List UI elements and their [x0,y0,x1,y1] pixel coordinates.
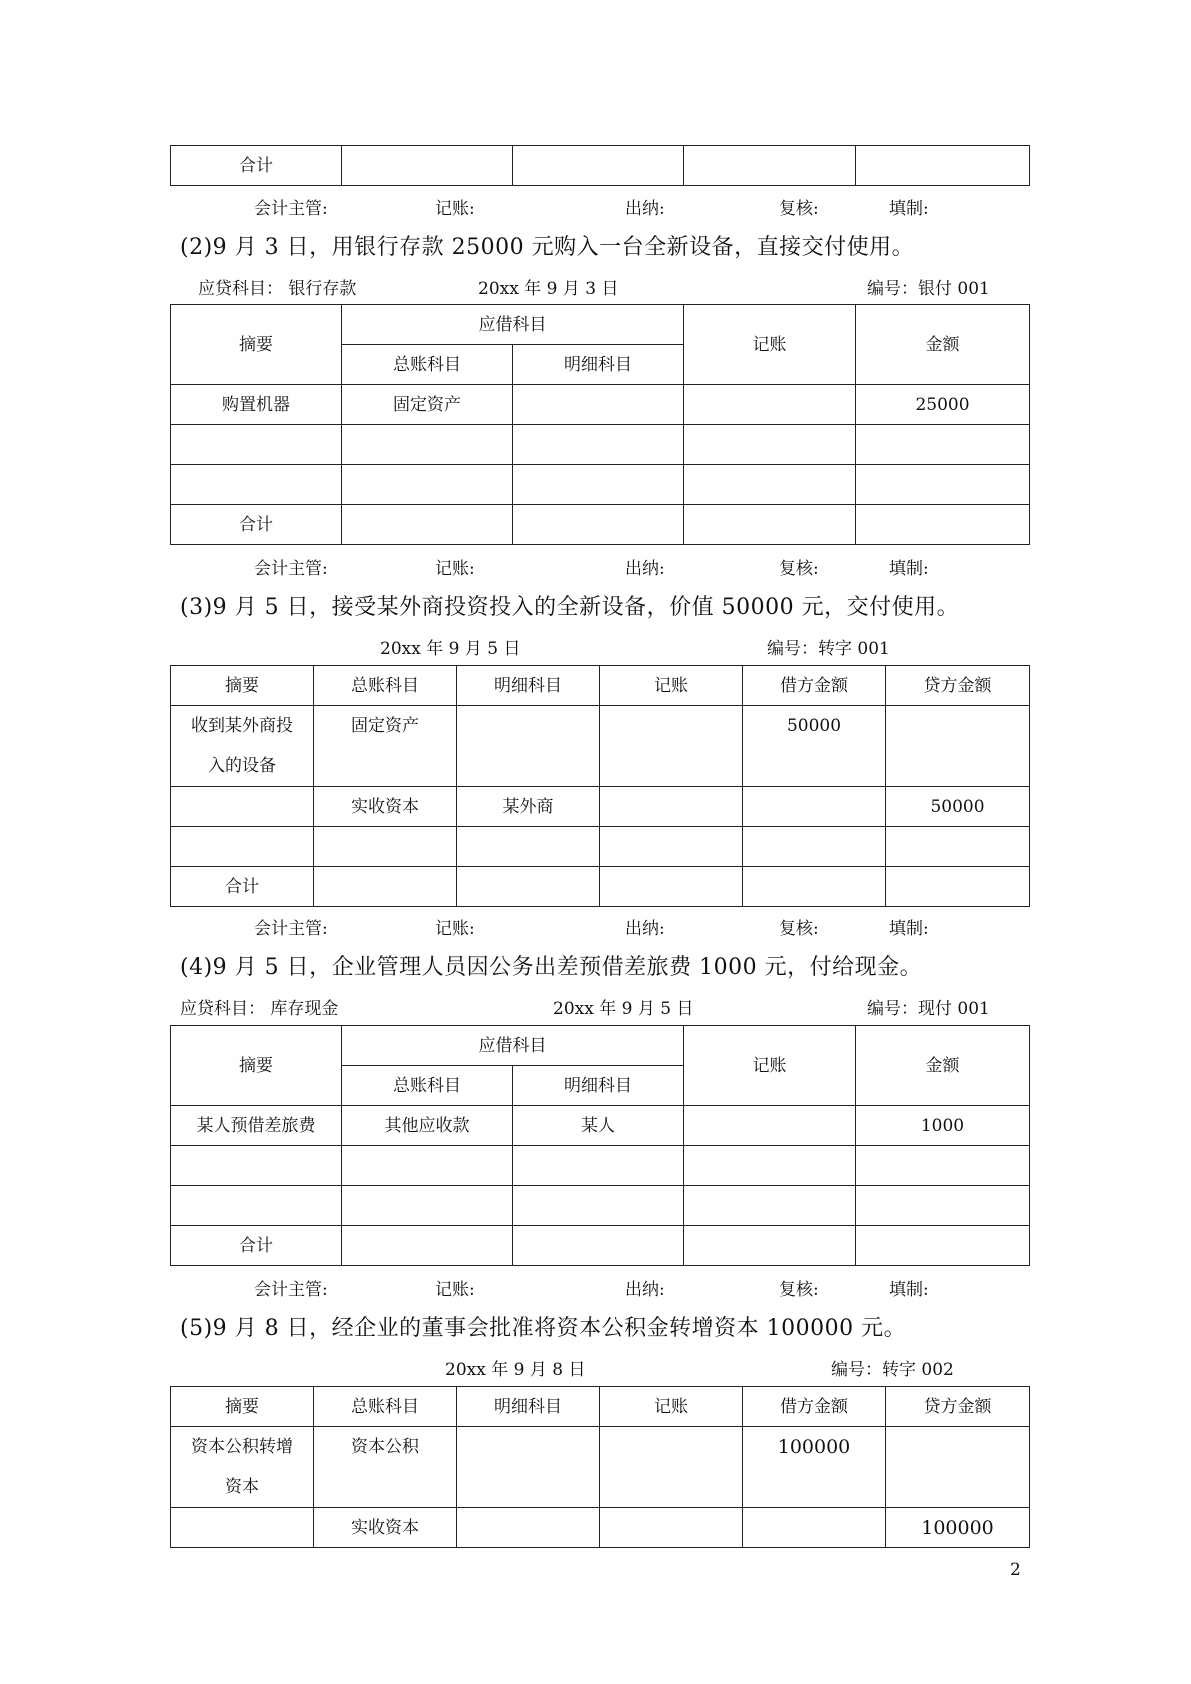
sig-reviewer: 复核: [779,559,819,579]
header-posting: 记账 [684,1026,856,1106]
page-number: 2 [1010,1560,1021,1580]
table-prev-total [170,145,1030,186]
entry2-credit-account: 应贷科目： 银行存款 [198,279,357,299]
header-detail-account: 明细科目 [513,1066,684,1106]
row1-general: 固定资产 [314,706,457,787]
row1-general: 固定资产 [342,385,513,425]
header-detail-account: 明细科目 [513,345,684,385]
row2-general: 实收资本 [314,787,457,827]
row2-general: 实收资本 [314,1508,457,1548]
header-debit-amount: 借方金额 [743,1387,886,1427]
header-summary: 摘要 [171,305,342,385]
entry4-text: (4)9 月 5 日，企业管理人员因公务出差预借差旅费 1000 元，付给现金。 [180,955,923,980]
total-label: 合计 [171,146,342,186]
row1-amount: 1000 [856,1106,1030,1146]
voucher-table-4 [170,1025,1030,1266]
header-posting: 记账 [600,1387,743,1427]
header-summary: 摘要 [171,666,314,706]
header-general-account: 总账科目 [314,1387,457,1427]
header-posting: 记账 [684,305,856,385]
header-debit-account: 应借科目 [342,1026,684,1066]
entry5-number: 编号：转字 002 [831,1360,954,1380]
sig-supervisor: 会计主管: [254,919,328,939]
sig-preparer: 填制: [889,919,929,939]
entry4-credit-account: 应贷科目： 库存现金 [180,999,339,1019]
sig-reviewer: 复核: [779,919,819,939]
row1-summary: 购置机器 [171,385,342,425]
total-label: 合计 [171,505,342,545]
entry4-date: 20xx 年 9 月 5 日 [553,999,694,1019]
header-summary: 摘要 [171,1026,342,1106]
entry5-date: 20xx 年 9 月 8 日 [445,1360,586,1380]
header-general-account: 总账科目 [342,345,513,385]
row1-detail: 某人 [513,1106,684,1146]
row1-summary: 资本公积转增资本 [171,1427,314,1508]
sig-preparer: 填制: [889,1280,929,1300]
row1-summary: 某人预借差旅费 [171,1106,342,1146]
sig-preparer: 填制: [889,559,929,579]
header-general-account: 总账科目 [314,666,457,706]
entry2-number: 编号：银付 001 [867,279,990,299]
sig-supervisor: 会计主管: [254,199,328,219]
header-credit-amount: 贷方金额 [886,666,1030,706]
header-general-account: 总账科目 [342,1066,513,1106]
sig-bookkeeper: 记账: [435,559,475,579]
row2-credit: 100000 [886,1508,1030,1548]
header-detail-account: 明细科目 [457,666,600,706]
row2-detail: 某外商 [457,787,600,827]
entry5-text: (5)9 月 8 日，经企业的董事会批准将资本公积金转增资本 100000 元。 [180,1316,907,1341]
entry2-date: 20xx 年 9 月 3 日 [478,279,619,299]
header-debit-amount: 借方金额 [743,666,886,706]
sig-cashier: 出纳: [625,559,665,579]
row1-amount: 25000 [856,385,1030,425]
total-label: 合计 [171,1226,342,1266]
sig-reviewer: 复核: [779,199,819,219]
header-credit-amount: 贷方金额 [886,1387,1030,1427]
sig-cashier: 出纳: [625,1280,665,1300]
header-summary: 摘要 [171,1387,314,1427]
sig-supervisor: 会计主管: [254,559,328,579]
row1-debit: 50000 [743,706,886,787]
header-amount: 金额 [856,305,1030,385]
row1-general: 资本公积 [314,1427,457,1508]
sig-supervisor: 会计主管: [254,1280,328,1300]
entry3-text: (3)9 月 5 日，接受某外商投资投入的全新设备，价值 50000 元，交付使用。 [180,595,960,620]
sig-cashier: 出纳: [625,199,665,219]
sig-cashier: 出纳: [625,919,665,939]
sig-preparer: 填制: [889,199,929,219]
entry2-text: (2)9 月 3 日，用银行存款 25000 元购入一台全新设备，直接交付使用。 [180,235,915,260]
row2-credit: 50000 [886,787,1030,827]
voucher-table-2 [170,304,1030,545]
voucher-table-3 [170,665,1030,907]
row1-general: 其他应收款 [342,1106,513,1146]
voucher-table-5 [170,1386,1030,1548]
row1-debit: 100000 [743,1427,886,1508]
row1-summary: 收到某外商投入的设备 [171,706,314,787]
entry4-number: 编号：现付 001 [867,999,990,1019]
sig-bookkeeper: 记账: [435,199,475,219]
header-debit-account: 应借科目 [342,305,684,345]
total-label: 合计 [171,867,314,907]
entry3-number: 编号：转字 001 [767,639,890,659]
header-posting: 记账 [600,666,743,706]
sig-bookkeeper: 记账: [435,1280,475,1300]
header-amount: 金额 [856,1026,1030,1106]
sig-bookkeeper: 记账: [435,919,475,939]
header-detail-account: 明细科目 [457,1387,600,1427]
sig-reviewer: 复核: [779,1280,819,1300]
entry3-date: 20xx 年 9 月 5 日 [380,639,521,659]
